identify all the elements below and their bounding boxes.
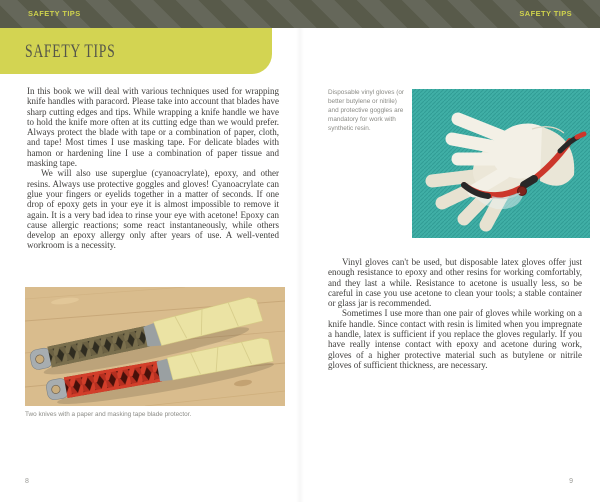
gloves-photo <box>412 89 590 238</box>
paragraph: Sometimes I use more than one pair of gloves while working on a knife handle. Since contact with resin is limited when you impregnate a handle, latex is sufficient if you replace the gloves regularly. If you have really intense contact with epoxy and acetone during work, gloves of a higher protective material such as butylene or nitrile gloves of sufficient thickness, are necessary. <box>328 308 582 370</box>
paragraph: In this book we will deal with various techniques used for wrapping knife handles with paracord. Please take into account that blades have sharp cutting edges and tips. While wrapping a knife handle we have to hold the knife more often at its cutting edge than we would prefer. Always protect the blade with tape or a combination of paper, cloth, and tape! Most times I use masking tape. For delicate blades with hamon or hardening line I use a combination of paper tissue and masking tape. <box>27 86 279 169</box>
chapter-title: SAFETY TIPS <box>25 41 116 62</box>
right-page-body <box>328 257 582 370</box>
chapter-title-tab <box>0 28 272 74</box>
left-page-body <box>27 86 279 251</box>
page-gutter <box>296 28 304 502</box>
paragraph: We will also use superglue (cyanoacrylate), epoxy, and other resins. Always use protective goggles and gloves! Cyanoacrylate can glue your fingers or eyelids together in a matter of seconds. If one drop of epoxy gets in your eye it is almost impossible to remove it again. It is a very bad idea to rinse your eye with acetone! Epoxy can cause allergic reactions; some react instantaneously, while others develop an epoxy allergy only after years of use. A well-vented workroom is a necessity. <box>27 168 279 251</box>
paragraph: Vinyl gloves can't be used, but disposable latex gloves offer just enough resistance to epoxy and other resins for working comfortably, and they last a while. Resistance to acetone is usually less, so be careful in case you use acetone to clean your tools; a stable container or glass jar is recommended. <box>328 257 582 309</box>
gloves-photo-caption: Disposable vinyl gloves (or better butylene or nitrile) and protective goggles are mandatory for work with synthetic resin. <box>328 89 405 132</box>
knives-photo <box>25 287 285 406</box>
page-number-right: 9 <box>569 478 573 485</box>
running-head-left: SAFETY TIPS <box>28 9 81 18</box>
page-number-left: 8 <box>25 478 29 485</box>
running-head-band <box>0 0 600 28</box>
running-head-right: SAFETY TIPS <box>519 9 572 18</box>
knives-photo-caption: Two knives with a paper and masking tape blade protector. <box>25 411 192 418</box>
